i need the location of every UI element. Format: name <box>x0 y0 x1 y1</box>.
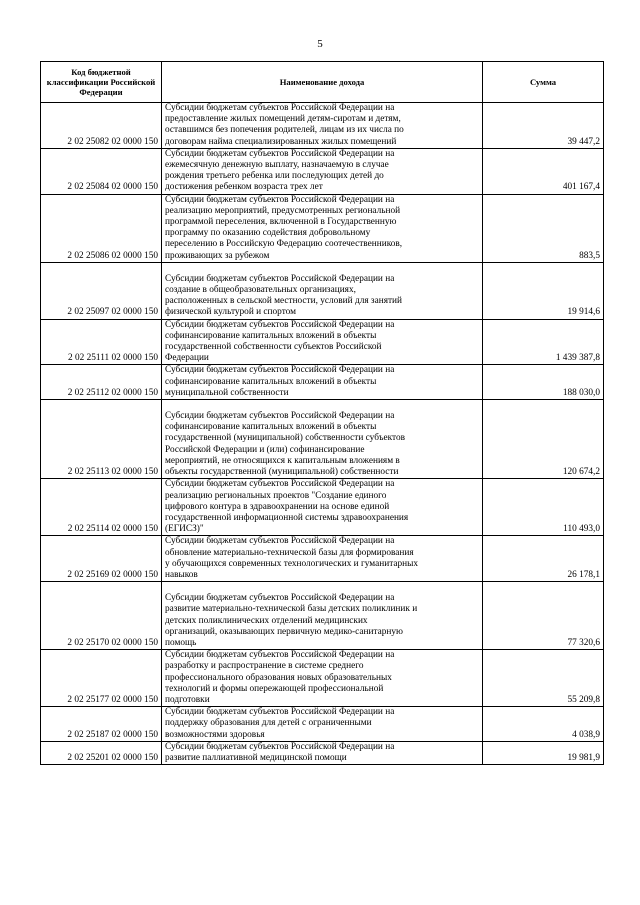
row-name-line: Субсидии бюджетам субъектов Российской Федерации на <box>165 593 395 604</box>
table-row <box>41 707 604 742</box>
table-row <box>41 650 604 707</box>
row-name-line: Субсидии бюджетам субъектов Российской Федерации на <box>165 411 395 422</box>
row-name-line: у обучающихся современных технологических и гуманитарных <box>165 558 419 569</box>
row-amount: 55 209,8 <box>483 650 604 707</box>
row-name-line: цифрового контура в здравоохранении на основе единой <box>165 501 390 512</box>
table-row <box>41 262 604 319</box>
row-name-line: Субсидии бюджетам субъектов Российской Федерации на <box>165 103 395 113</box>
row-code: 2 02 25082 02 0000 150 <box>41 103 162 149</box>
row-name-line: обновление материально-технической базы для формирования <box>165 547 414 558</box>
row-name-line: программой переселения, включенной в Государственную <box>165 217 397 228</box>
row-name <box>162 194 483 262</box>
table-row <box>41 194 604 262</box>
header-code: Код бюджетной классификации Российской Федерации <box>41 62 162 103</box>
table-row <box>41 148 604 194</box>
row-code: 2 02 25112 02 0000 150 <box>41 365 162 400</box>
row-name-line: софинансирование капитальных вложений в объекты <box>165 422 377 433</box>
row-name-line: создание в общеобразовательных организациях, <box>165 285 356 296</box>
row-code: 2 02 25201 02 0000 150 <box>41 741 162 764</box>
row-amount: 110 493,0 <box>483 479 604 536</box>
row-name-line: Субсидии бюджетам субъектов Российской Федерации на <box>165 194 395 205</box>
row-name <box>162 707 483 742</box>
row-name <box>162 400 483 479</box>
row-name-line: объекты государственной (муниципальной) собственности <box>165 467 399 478</box>
row-name-line: организаций, оказывающих первичную медико-санитарную <box>165 626 403 637</box>
row-name <box>162 650 483 707</box>
row-name-line: навыков <box>165 569 198 580</box>
row-name-line: Субсидии бюджетам субъектов Российской Федерации на <box>165 707 395 718</box>
table-body <box>41 103 604 765</box>
table-row <box>41 536 604 582</box>
row-name-line: Субсидии бюджетам субъектов Российской Федерации на <box>165 536 395 547</box>
row-name <box>162 262 483 319</box>
table-row <box>41 319 604 365</box>
table-row <box>41 103 604 149</box>
row-name <box>162 536 483 582</box>
row-name-line: Субсидии бюджетам субъектов Российской Федерации на <box>165 148 395 159</box>
row-amount: 188 030,0 <box>483 365 604 400</box>
table-row <box>41 582 604 650</box>
row-name-line: государственной собственности субъектов Российской <box>165 342 382 353</box>
row-name-line: мероприятий, не относящихся к капитальным вложениям в <box>165 455 400 466</box>
row-code: 2 02 25084 02 0000 150 <box>41 148 162 194</box>
row-name-line: рождения третьего ребенка или последующих детей до <box>165 171 384 182</box>
row-name-line: Субсидии бюджетам субъектов Российской Федерации на <box>165 650 395 661</box>
row-name-line: ежемесячную денежную выплату, назначаемую в случае <box>165 160 389 171</box>
row-name <box>162 479 483 536</box>
row-name-line: развитие материально-технической базы детских поликлиник и <box>165 604 418 615</box>
row-amount: 19 981,9 <box>483 741 604 764</box>
row-name-line: Субсидии бюджетам субъектов Российской Федерации на <box>165 741 395 752</box>
row-name <box>162 148 483 194</box>
row-name-line: технологий и формы опережающей профессиональной <box>165 683 384 694</box>
row-amount: 26 178,1 <box>483 536 604 582</box>
row-amount: 39 447,2 <box>483 103 604 149</box>
row-name-line: физической культурой и спортом <box>165 307 297 318</box>
row-name-line: реализацию мероприятий, предусмотренных региональной <box>165 205 401 216</box>
row-name-line: Субсидии бюджетам субъектов Российской Федерации на <box>165 479 395 490</box>
table-header-row <box>41 62 604 103</box>
row-amount: 1 439 387,8 <box>483 319 604 365</box>
table-row <box>41 365 604 400</box>
row-name-line: поддержку образования для детей с ограниченными <box>165 718 372 729</box>
row-name-line: возможностями здоровья <box>165 729 265 740</box>
row-amount: 883,5 <box>483 194 604 262</box>
row-name-line: проживающих за рубежом <box>165 250 270 261</box>
row-name <box>162 741 483 764</box>
row-code: 2 02 25114 02 0000 150 <box>41 479 162 536</box>
row-name <box>162 319 483 365</box>
row-amount: 19 914,6 <box>483 262 604 319</box>
row-name-line: программу по оказанию содействия добровольному <box>165 228 371 239</box>
row-name-line: государственной (муниципальной) собственности субъектов <box>165 433 406 444</box>
row-name-line: оставшимся без попечения родителей, лицам из их числа по <box>165 125 404 136</box>
row-name-line: Федерации <box>165 353 209 364</box>
row-name-line: софинансирование капитальных вложений в объекты <box>165 376 377 387</box>
header-name: Наименование дохода <box>162 62 483 103</box>
row-name-line: профессионального образования новых образовательных <box>165 672 392 683</box>
row-name-line: софинансирование капитальных вложений в объекты <box>165 330 377 341</box>
row-code: 2 02 25086 02 0000 150 <box>41 194 162 262</box>
row-amount: 4 038,9 <box>483 707 604 742</box>
row-name-line: детских поликлинических отделений медицинских <box>165 615 368 626</box>
row-name-line: реализацию региональных проектов "Создание единого <box>165 490 387 501</box>
table-row <box>41 741 604 764</box>
row-name-line: Субсидии бюджетам субъектов Российской Федерации на <box>165 273 395 284</box>
row-code: 2 02 25111 02 0000 150 <box>41 319 162 365</box>
row-name <box>162 103 483 149</box>
table-row <box>41 479 604 536</box>
row-code: 2 02 25187 02 0000 150 <box>41 707 162 742</box>
row-name-line: помощь <box>165 637 197 648</box>
row-amount: 401 167,4 <box>483 148 604 194</box>
row-name-line: достижения ребенком возраста трех лет <box>165 182 323 193</box>
row-name-line: (ЕГИСЗ)" <box>165 524 204 535</box>
row-name-line: муниципальной собственности <box>165 387 289 398</box>
row-name-line: Субсидии бюджетам субъектов Российской Федерации на <box>165 365 395 376</box>
row-name-line: Субсидии бюджетам субъектов Российской Федерации на <box>165 319 395 330</box>
row-name-line: предоставление жилых помещений детям-сиротам и детям, <box>165 114 401 125</box>
row-name-line: переселению в Российскую Федерацию соотечественников, <box>165 239 403 250</box>
row-amount: 120 674,2 <box>483 400 604 479</box>
row-name-line: разработку и распространение в системе среднего <box>165 661 364 672</box>
row-amount: 77 320,6 <box>483 582 604 650</box>
row-name <box>162 582 483 650</box>
row-name <box>162 365 483 400</box>
table-row <box>41 400 604 479</box>
row-name-line: подготовки <box>165 694 210 705</box>
row-name-line: расположенных в сельской местности, условий для занятий <box>165 296 402 307</box>
row-name-line: государственной информационной системы здравоохранения <box>165 512 409 523</box>
row-code: 2 02 25113 02 0000 150 <box>41 400 162 479</box>
row-name-line: Российской Федерации и (или) софинансирование <box>165 444 365 455</box>
row-code: 2 02 25097 02 0000 150 <box>41 262 162 319</box>
row-code: 2 02 25177 02 0000 150 <box>41 650 162 707</box>
header-amount: Сумма <box>483 62 604 103</box>
row-name-line: развитие паллиативной медицинской помощи <box>165 752 347 763</box>
page-number: 5 <box>317 38 323 50</box>
row-code: 2 02 25169 02 0000 150 <box>41 536 162 582</box>
revenue-table <box>40 61 604 765</box>
row-code: 2 02 25170 02 0000 150 <box>41 582 162 650</box>
row-name-line: договорам найма специализированных жилых помещений <box>165 136 397 147</box>
